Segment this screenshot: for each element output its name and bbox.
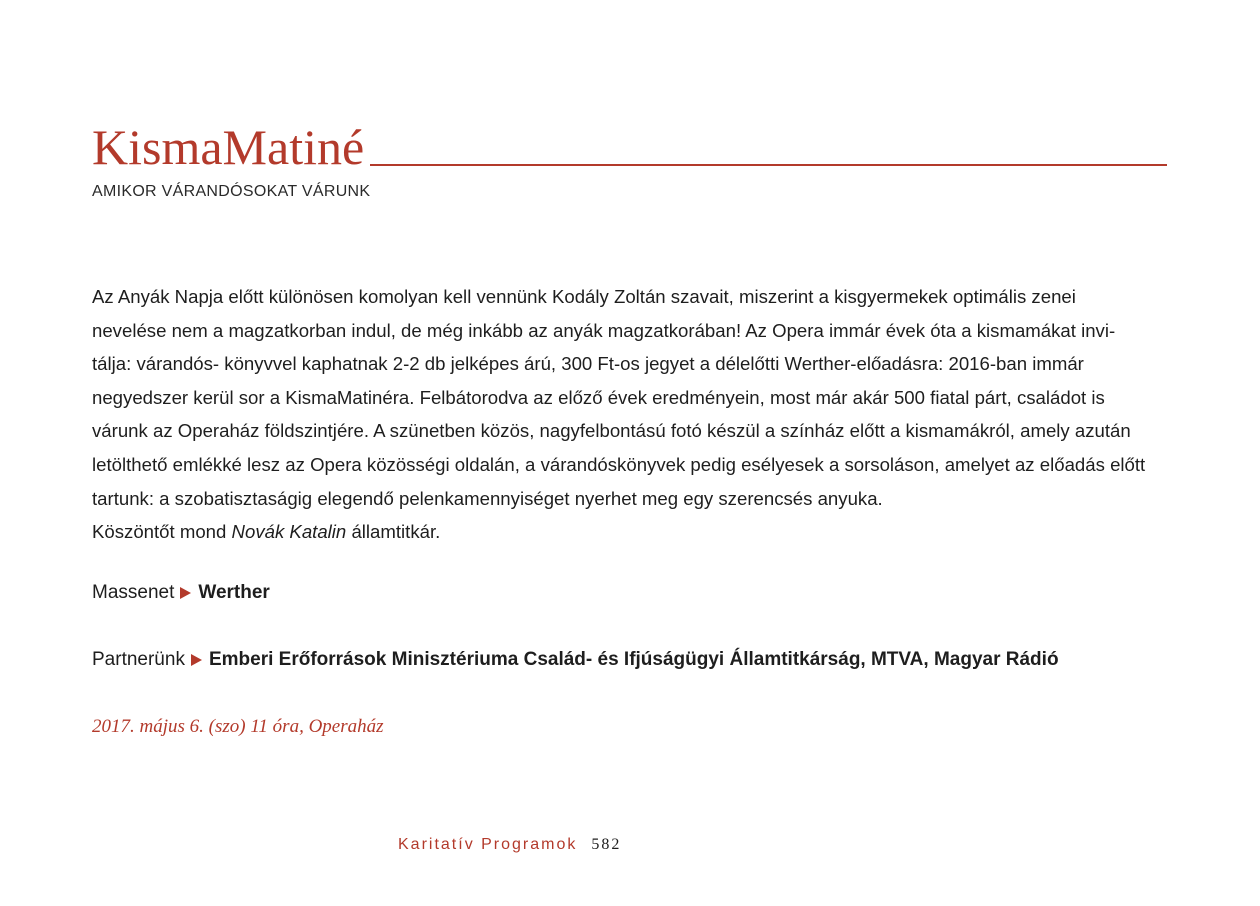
description-line: várunk az Operaház földszintjére. A szünetben közös, nagyfelbontású fotó készül a színház előtt a kismamákról, amely azután	[92, 420, 1131, 442]
event-date: 2017. május 6. (szo) 11 óra, Operaház	[92, 716, 384, 737]
description-line: nevelése nem a magzatkorban indul, de még inkább az anyák magzatkorában! Az Opera immár évek óta a kismamákat invi-	[92, 319, 1116, 341]
greeting-name: Novák Katalin	[231, 521, 347, 543]
triangle-right-icon	[191, 654, 202, 666]
description-line: tartunk: a szobatisztaságig elegendő pelenkamennyiséget nyerhet meg egy szerencsés anyuka.	[92, 487, 883, 509]
page-number: 582	[591, 836, 622, 853]
triangle-right-icon	[180, 587, 191, 599]
composer-label: Massenet	[92, 582, 175, 603]
work-title: Werther	[198, 582, 270, 603]
description-line: Az Anyák Napja előtt különösen komolyan kell vennünk Kodály Zoltán szavait, miszerint a kisgyermekek optimális zenei	[92, 286, 1076, 307]
partner-names: Emberi Erőforrások Minisztériuma Család- és Ifjúságügyi Államtitkárság, MTVA, Magyar Rádió	[208, 649, 1059, 670]
description-line: tálja: várandós- könyvvel kaphatnak 2-2 db jelképes árú, 300 Ft-os jegyet a délelőtti Werther-előadásra: 2016-ban immár	[92, 353, 1084, 375]
partner-row	[92, 649, 1059, 671]
page-title: KismaMatiné	[92, 119, 365, 175]
title-row	[92, 118, 1167, 178]
description-line: letölthető emlékké lesz az Opera közösségi oldalán, a várandóskönyvek pedig esélyesek a sorsoláson, amelyet az előadás előtt	[92, 453, 1146, 475]
page-subtitle: AMIKOR VÁRANDÓSOKAT VÁRUNK	[92, 183, 371, 200]
greeting-prefix: Köszöntőt mond	[92, 521, 227, 543]
greeting-line	[92, 515, 1167, 549]
title-underline-rule	[370, 164, 1167, 166]
description-text	[92, 280, 1167, 549]
page-footer	[398, 836, 621, 854]
composer-row	[92, 582, 270, 604]
footer-section-name: Karitatív Programok	[398, 836, 578, 853]
partner-label: Partnerünk	[92, 649, 185, 670]
description-line: negyedszer kerül sor a KismaMatinéra. Felbátorodva az előző évek eredményein, most már akár 500 fiatal párt, családot is	[92, 386, 1105, 408]
greeting-suffix: államtitkár.	[351, 521, 441, 543]
